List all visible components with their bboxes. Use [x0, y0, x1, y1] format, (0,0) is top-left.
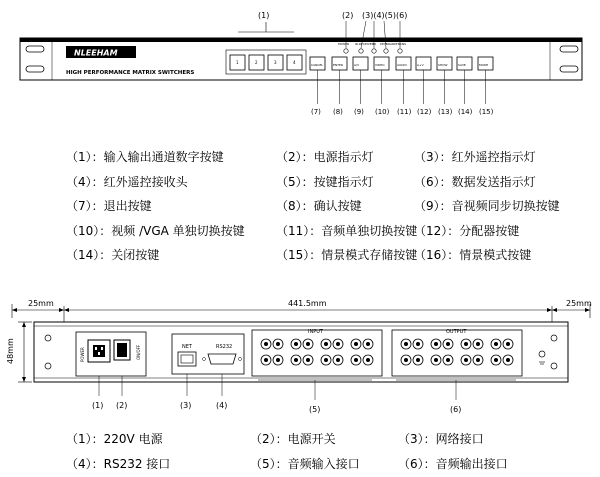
indicator-label-keyboard: KEYBOARD [380, 42, 397, 46]
legend-item: （16）：情景模式按键 [414, 248, 532, 262]
legend-item: （14）：关闭按键 [66, 248, 160, 262]
front-callout: (10) [375, 108, 390, 116]
legend-item: （5）：按键指示灯 [276, 174, 374, 189]
indicator-label-ir: IR [373, 42, 376, 46]
dim-height-label: 48mm [6, 338, 15, 364]
front-callout: (7) [311, 108, 321, 116]
callout-345-label: (3)(4)(5) [362, 11, 396, 20]
input-label: INPUT [308, 329, 323, 335]
function-key-label: MODE [479, 63, 489, 67]
legend-item: （4）：红外遥控接收头 [66, 174, 188, 189]
function-key-label: A+V [417, 63, 424, 67]
product-subtitle: HIGH PERFORMANCE MATRIX SWITCHERS [66, 70, 195, 76]
function-key-label: SHOW [438, 63, 448, 67]
legend-item: （15）：情景模式存储按键 [276, 248, 418, 262]
function-key-label: VIDEO [375, 63, 385, 67]
output-label: OUTPUT [446, 329, 467, 335]
legend-item: （2）：电源指示灯 [276, 150, 374, 164]
function-key-label: AUDIO [397, 63, 407, 67]
rear-callout-5: (5) [309, 405, 321, 414]
function-key-label: A/V [354, 63, 360, 67]
indicator-label-power: POWER [338, 42, 350, 46]
callout-2-label: (2) [342, 11, 354, 20]
function-key-label: SAVE [458, 63, 466, 67]
power-module-label: POWER [80, 347, 85, 362]
legend-item: （6）：音频输出接口 [398, 457, 508, 471]
legend-item: （7）：退出按键 [66, 199, 152, 213]
function-key-label: CANCEL [311, 63, 324, 67]
legend-item: （11）：音频单独切换按键 [276, 223, 418, 238]
rear-callout-2: (2) [116, 401, 128, 410]
legend-item: （5）：音频输入接口 [250, 457, 360, 471]
front-callout: (15) [479, 108, 494, 116]
number-key-label: 2 [255, 60, 258, 65]
legend-item: （4）：RS232 接口 [66, 457, 171, 471]
legend-item: （1）：220V 电源 [66, 432, 163, 446]
callout-6-label: (6) [396, 11, 408, 20]
legend-item: （3）：网络接口 [398, 432, 484, 446]
front-callout: (11) [397, 108, 412, 116]
front-panel-diagram [0, 0, 600, 130]
dim-right-label: 25mm [566, 299, 592, 308]
rear-callout-4: (4) [216, 401, 228, 410]
legend-item: （12）：分配器按键 [414, 223, 520, 238]
number-key-label: 3 [274, 60, 277, 65]
dim-left-label: 25mm [28, 299, 54, 308]
rs232-label: RS232 [216, 344, 233, 350]
legend-item: （1）：输入输出通道数字按键 [66, 150, 224, 164]
rear-callout-3: (3) [180, 401, 192, 410]
callout-1-label: (1) [258, 11, 270, 20]
indicator-label-ir-receiver: IR-RECEIVER [355, 42, 374, 46]
number-key-label: 1 [236, 60, 239, 65]
legend-item: （3）：红外遥控指示灯 [414, 150, 536, 164]
svg-text:NLEEHAM: NLEEHAM [74, 48, 118, 58]
power-switch-label: ON/OFF [136, 344, 141, 360]
front-callout: (13) [438, 108, 453, 116]
front-callout: (14) [458, 108, 473, 116]
indicator-label-trans: TRANS [396, 42, 406, 46]
function-key-label: ENTER [333, 63, 343, 67]
net-label: NET [182, 344, 192, 350]
legend-item: （2）：电源开关 [250, 432, 336, 446]
front-callout: (9) [354, 108, 364, 116]
front-callout: (12) [417, 108, 432, 116]
number-key-label: 4 [293, 60, 296, 65]
rear-callout-1: (1) [92, 401, 104, 410]
legend-item: （6）：数据发送指示灯 [414, 174, 536, 189]
rear-callout-6: (6) [450, 405, 462, 414]
dim-center-label: 441.5mm [288, 299, 327, 308]
legend-item: （10）：视频 /VGA 单独切换按键 [66, 223, 245, 238]
brand-logo [66, 46, 136, 58]
rear-panel-diagram [0, 296, 600, 426]
legend-item: （8）：确认按键 [276, 199, 362, 213]
legend-item: （9）：音视频同步切换按键 [414, 199, 560, 213]
front-callout: (8) [333, 108, 343, 116]
